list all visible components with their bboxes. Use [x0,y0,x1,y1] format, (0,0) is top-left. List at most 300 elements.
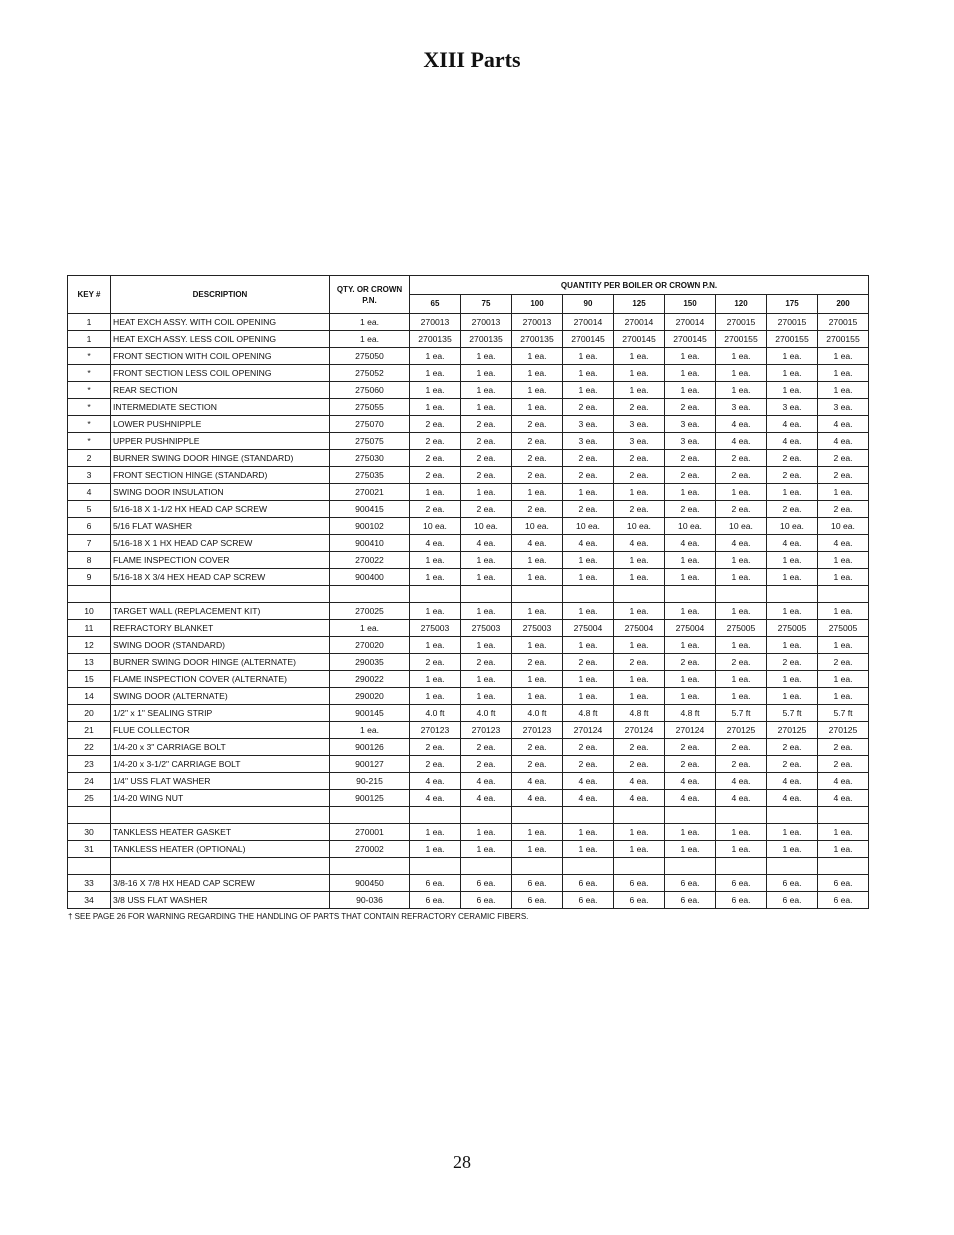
description-cell: INTERMEDIATE SECTION [111,399,330,416]
quantity-cell: 6 ea. [716,892,767,909]
quantity-cell: 2 ea. [767,654,818,671]
quantity-cell: 1 ea. [563,671,614,688]
key-cell: 1 [68,314,111,331]
quantity-cell: 2 ea. [512,433,563,450]
quantity-cell: 2 ea. [818,467,869,484]
key-cell [68,858,111,875]
table-row [68,331,869,348]
quantity-cell: 2700155 [716,331,767,348]
quantity-cell: 270013 [512,314,563,331]
quantity-cell: 2 ea. [818,450,869,467]
table-row [68,739,869,756]
quantity-cell: 1 ea. [614,637,665,654]
quantity-cell: 1 ea. [461,552,512,569]
table-row [68,433,869,450]
table-row [68,688,869,705]
quantity-cell: 2 ea. [614,739,665,756]
page-number: 28 [453,1152,471,1172]
quantity-cell: 4 ea. [767,535,818,552]
quantity-cell: 1 ea. [767,365,818,382]
qty-crown-cell: 270025 [330,603,410,620]
qty-crown-cell: 900126 [330,739,410,756]
quantity-cell: 1 ea. [767,688,818,705]
quantity-cell: 2700135 [461,331,512,348]
description-cell: BURNER SWING DOOR HINGE (ALTERNATE) [111,654,330,671]
quantity-cell: 3 ea. [818,399,869,416]
quantity-cell: 2 ea. [512,467,563,484]
quantity-cell: 3 ea. [665,433,716,450]
quantity-cell: 1 ea. [716,484,767,501]
quantity-cell: 1 ea. [614,484,665,501]
quantity-cell [410,807,461,824]
quantity-cell [410,586,461,603]
quantity-cell: 1 ea. [461,603,512,620]
quantity-cell: 4.0 ft [410,705,461,722]
key-header: KEY # [68,276,111,314]
quantity-cell: 1 ea. [410,841,461,858]
qty-crown-cell [330,807,410,824]
quantity-cell: 270124 [563,722,614,739]
quantity-cell: 2 ea. [512,416,563,433]
quantity-cell: 1 ea. [716,671,767,688]
quantity-cell: 2 ea. [665,739,716,756]
quantity-cell [767,586,818,603]
quantity-cell: 1 ea. [461,399,512,416]
quantity-cell: 1 ea. [512,671,563,688]
quantity-cell: 1 ea. [563,365,614,382]
qty-crown-cell: 1 ea. [330,620,410,637]
quantity-cell: 4 ea. [818,773,869,790]
quantity-cell: 4 ea. [512,535,563,552]
quantity-cell: 270015 [818,314,869,331]
quantity-cell: 270015 [767,314,818,331]
quantity-cell: 10 ea. [512,518,563,535]
quantity-cell: 1 ea. [512,382,563,399]
quantity-cell: 2 ea. [512,739,563,756]
quantity-cell: 4 ea. [818,433,869,450]
quantity-cell: 4 ea. [614,773,665,790]
qty-crown-cell: 90-036 [330,892,410,909]
quantity-cell: 2 ea. [461,433,512,450]
table-row [68,484,869,501]
quantity-cell: 275003 [410,620,461,637]
quantity-cell: 6 ea. [767,892,818,909]
quantity-cell: 2 ea. [563,654,614,671]
quantity-cell: 1 ea. [716,365,767,382]
table-row [68,467,869,484]
quantity-cell: 2 ea. [461,450,512,467]
quantity-cell [818,807,869,824]
model-header: 100 [512,295,563,314]
quantity-cell [665,807,716,824]
quantity-cell: 4 ea. [716,433,767,450]
table-row [68,620,869,637]
description-cell: SWING DOOR (STANDARD) [111,637,330,654]
quantity-cell [818,586,869,603]
qty-crown-cell: 275060 [330,382,410,399]
quantity-cell: 1 ea. [716,569,767,586]
quantity-cell: 275005 [716,620,767,637]
quantity-cell [563,586,614,603]
quantity-cell: 1 ea. [818,348,869,365]
quantity-cell: 1 ea. [410,637,461,654]
qty-crown-cell: 275075 [330,433,410,450]
quantity-cell: 2 ea. [767,467,818,484]
quantity-cell: 1 ea. [767,382,818,399]
quantity-cell: 2 ea. [410,756,461,773]
model-header: 125 [614,295,665,314]
quantity-cell [563,807,614,824]
quantity-cell: 2 ea. [818,739,869,756]
quantity-cell: 2 ea. [461,654,512,671]
quantity-cell: 2 ea. [818,756,869,773]
quantity-cell: 1 ea. [512,484,563,501]
key-cell: 21 [68,722,111,739]
quantity-cell: 1 ea. [614,348,665,365]
key-cell: * [68,416,111,433]
quantity-cell [716,858,767,875]
qty-crown-cell: 900450 [330,875,410,892]
quantity-cell: 2 ea. [665,467,716,484]
quantity-cell: 4 ea. [767,416,818,433]
quantity-cell: 2700155 [767,331,818,348]
key-cell: 6 [68,518,111,535]
key-cell: 1 [68,331,111,348]
quantity-cell: 1 ea. [461,671,512,688]
key-cell: 10 [68,603,111,620]
quantity-cell: 2 ea. [461,739,512,756]
quantity-cell: 10 ea. [614,518,665,535]
qty-crown-cell: 275035 [330,467,410,484]
quantity-cell: 4.0 ft [512,705,563,722]
description-cell: LOWER PUSHNIPPLE [111,416,330,433]
quantity-cell: 1 ea. [410,365,461,382]
quantity-cell: 1 ea. [563,382,614,399]
quantity-cell: 4 ea. [563,773,614,790]
quantity-cell: 2 ea. [767,501,818,518]
quantity-cell: 10 ea. [410,518,461,535]
quantity-cell: 2 ea. [563,739,614,756]
key-cell: 31 [68,841,111,858]
quantity-cell: 3 ea. [716,399,767,416]
quantity-cell: 1 ea. [410,552,461,569]
quantity-cell: 3 ea. [563,433,614,450]
quantity-cell: 1 ea. [614,603,665,620]
quantity-cell: 2 ea. [818,654,869,671]
quantity-cell: 2 ea. [512,450,563,467]
quantity-cell: 1 ea. [563,348,614,365]
quantity-cell: 4 ea. [716,773,767,790]
description-cell: FRONT SECTION LESS COIL OPENING [111,365,330,382]
quantity-cell: 270123 [512,722,563,739]
quantity-cell: 10 ea. [716,518,767,535]
qty-crown-cell: 270021 [330,484,410,501]
quantity-cell: 1 ea. [716,382,767,399]
quantity-cell: 1 ea. [767,569,818,586]
quantity-cell: 6 ea. [461,875,512,892]
table-row [68,348,869,365]
description-cell: 1/2" x 1" SEALING STRIP [111,705,330,722]
quantity-cell: 6 ea. [461,892,512,909]
qty-crown-cell: 270022 [330,552,410,569]
description-cell: 1/4-20 WING NUT [111,790,330,807]
quantity-cell: 270124 [665,722,716,739]
qty-crown-cell [330,586,410,603]
description-cell [111,858,330,875]
quantity-cell: 1 ea. [512,841,563,858]
quantity-cell: 1 ea. [512,348,563,365]
quantity-cell: 3 ea. [614,433,665,450]
quantity-cell: 270125 [767,722,818,739]
description-cell: FLAME INSPECTION COVER [111,552,330,569]
description-cell: SWING DOOR INSULATION [111,484,330,501]
quantity-cell: 3 ea. [614,416,665,433]
quantity-cell: 4 ea. [512,773,563,790]
quantity-cell: 1 ea. [818,688,869,705]
quantity-cell: 1 ea. [716,348,767,365]
quantity-cell: 1 ea. [716,688,767,705]
quantity-cell [563,858,614,875]
quantity-cell: 4 ea. [410,773,461,790]
key-cell: 22 [68,739,111,756]
qty-crown-cell: 900415 [330,501,410,518]
quantity-cell: 1 ea. [410,824,461,841]
table-row [68,569,869,586]
quantity-cell: 4.0 ft [461,705,512,722]
model-header: 175 [767,295,818,314]
qty-crown-header-line2: P.N. [362,295,377,305]
quantity-cell: 5.7 ft [767,705,818,722]
quantity-cell: 1 ea. [410,688,461,705]
description-cell: TANKLESS HEATER (OPTIONAL) [111,841,330,858]
qty-crown-cell: 290035 [330,654,410,671]
quantity-cell: 1 ea. [563,824,614,841]
quantity-cell: 2 ea. [767,739,818,756]
quantity-cell: 1 ea. [410,569,461,586]
quantity-cell: 1 ea. [512,569,563,586]
key-cell: 12 [68,637,111,654]
quantity-cell [512,858,563,875]
quantity-cell [461,807,512,824]
quantity-cell: 1 ea. [818,569,869,586]
key-cell: 23 [68,756,111,773]
model-header: 75 [461,295,512,314]
quantity-cell: 1 ea. [665,671,716,688]
quantity-cell: 2 ea. [410,739,461,756]
quantity-cell: 1 ea. [512,688,563,705]
quantity-cell: 1 ea. [767,671,818,688]
quantity-cell: 1 ea. [563,637,614,654]
quantity-cell: 3 ea. [563,416,614,433]
key-cell: * [68,433,111,450]
quantity-cell: 1 ea. [461,365,512,382]
quantity-cell: 2700135 [410,331,461,348]
key-cell: 4 [68,484,111,501]
quantity-cell: 4 ea. [767,433,818,450]
quantity-cell: 2 ea. [410,654,461,671]
quantity-cell: 1 ea. [614,552,665,569]
quantity-cell: 1 ea. [716,824,767,841]
quantity-cell: 1 ea. [461,382,512,399]
quantity-cell: 4 ea. [818,535,869,552]
qty-crown-header-line1: QTY. OR CROWN [336,284,403,294]
table-row [68,858,869,875]
quantity-cell: 1 ea. [767,484,818,501]
description-cell: BURNER SWING DOOR HINGE (STANDARD) [111,450,330,467]
quantity-cell: 1 ea. [818,841,869,858]
quantity-cell: 4 ea. [563,535,614,552]
quantity-cell: 2 ea. [716,739,767,756]
quantity-cell: 2 ea. [614,756,665,773]
quantity-cell: 2 ea. [410,467,461,484]
quantity-cell: 6 ea. [614,892,665,909]
quantity-cell: 2 ea. [410,433,461,450]
description-cell: 1/4-20 x 3-1/2" CARRIAGE BOLT [111,756,330,773]
qty-crown-cell: 290020 [330,688,410,705]
table-row [68,552,869,569]
key-cell: 8 [68,552,111,569]
quantity-cell: 1 ea. [563,484,614,501]
quantity-cell: 1 ea. [461,484,512,501]
quantity-cell: 2 ea. [716,756,767,773]
quantity-cell: 275005 [818,620,869,637]
quantity-cell: 6 ea. [563,875,614,892]
key-cell: 9 [68,569,111,586]
quantity-cell: 2 ea. [716,654,767,671]
description-cell: HEAT EXCH ASSY. LESS COIL OPENING [111,331,330,348]
quantity-cell: 1 ea. [665,688,716,705]
quantity-cell: 4 ea. [563,790,614,807]
model-header: 65 [410,295,461,314]
qty-crown-cell: 1 ea. [330,722,410,739]
description-cell: 5/16 FLAT WASHER [111,518,330,535]
quantity-cell: 270123 [410,722,461,739]
key-cell: 30 [68,824,111,841]
qty-crown-cell: 290022 [330,671,410,688]
quantity-cell: 1 ea. [818,637,869,654]
quantity-cell: 1 ea. [410,603,461,620]
key-cell: 13 [68,654,111,671]
key-cell: * [68,382,111,399]
quantity-cell: 1 ea. [818,365,869,382]
quantity-cell: 6 ea. [665,875,716,892]
quantity-cell: 1 ea. [716,603,767,620]
quantity-cell: 275004 [665,620,716,637]
key-cell [68,586,111,603]
quantity-cell: 1 ea. [716,552,767,569]
quantity-cell: 4 ea. [461,535,512,552]
description-cell: 1/4" USS FLAT WASHER [111,773,330,790]
qty-crown-cell: 275055 [330,399,410,416]
quantity-cell: 4 ea. [767,773,818,790]
quantity-cell: 4 ea. [818,416,869,433]
quantity-cell: 2 ea. [614,467,665,484]
quantity-cell: 1 ea. [614,688,665,705]
quantity-cell: 5.7 ft [818,705,869,722]
quantity-cell: 2700145 [563,331,614,348]
quantity-cell: 2 ea. [767,756,818,773]
quantity-cell: 4 ea. [461,773,512,790]
quantity-cell: 1 ea. [410,671,461,688]
quantity-cell: 4 ea. [716,416,767,433]
description-cell: 3/8-16 X 7/8 HX HEAD CAP SCREW [111,875,330,892]
qty-crown-cell: 1 ea. [330,331,410,348]
table-row [68,399,869,416]
qty-crown-cell: 1 ea. [330,314,410,331]
quantity-cell: 1 ea. [818,552,869,569]
key-cell: 25 [68,790,111,807]
quantity-cell: 1 ea. [818,671,869,688]
table-row [68,637,869,654]
quantity-cell: 4 ea. [461,790,512,807]
quantity-cell: 1 ea. [614,382,665,399]
quantity-cell: 2700155 [818,331,869,348]
description-cell: TANKLESS HEATER GASKET [111,824,330,841]
quantity-cell: 1 ea. [665,824,716,841]
description-cell: 3/8 USS FLAT WASHER [111,892,330,909]
quantity-cell: 2700145 [614,331,665,348]
quantity-cell: 4 ea. [410,535,461,552]
quantity-cell: 270013 [410,314,461,331]
qty-crown-cell [330,858,410,875]
quantity-cell: 1 ea. [614,569,665,586]
qty-crown-header [330,276,410,314]
quantity-cell: 6 ea. [512,892,563,909]
table-row [68,586,869,603]
quantity-cell: 1 ea. [665,841,716,858]
quantity-cell: 2 ea. [614,399,665,416]
table-row [68,841,869,858]
quantity-cell: 2 ea. [461,467,512,484]
quantity-cell: 270014 [665,314,716,331]
quantity-cell: 1 ea. [614,841,665,858]
quantity-cell: 1 ea. [614,824,665,841]
quantity-cell [461,858,512,875]
quantity-cell: 6 ea. [410,892,461,909]
quantity-cell: 1 ea. [818,382,869,399]
description-cell: 5/16-18 X 1-1/2 HX HEAD CAP SCREW [111,501,330,518]
page-title: XIII Parts [423,47,521,72]
qty-crown-cell: 270002 [330,841,410,858]
quantity-cell: 2 ea. [665,399,716,416]
table-row [68,722,869,739]
quantity-cell: 4 ea. [767,790,818,807]
key-cell: * [68,365,111,382]
quantity-cell: 4.8 ft [563,705,614,722]
description-cell: FRONT SECTION HINGE (STANDARD) [111,467,330,484]
table-row [68,382,869,399]
quantity-cell: 2 ea. [665,501,716,518]
qty-crown-cell: 900127 [330,756,410,773]
quantity-cell: 1 ea. [818,603,869,620]
quantity-cell: 1 ea. [563,603,614,620]
quantity-cell: 10 ea. [563,518,614,535]
quantity-cell: 2700145 [665,331,716,348]
quantity-cell: 10 ea. [818,518,869,535]
qty-crown-cell: 270001 [330,824,410,841]
quantity-cell: 2 ea. [665,756,716,773]
quantity-cell: 1 ea. [410,382,461,399]
quantity-cell: 1 ea. [767,552,818,569]
key-cell: 24 [68,773,111,790]
quantity-cell: 1 ea. [665,348,716,365]
table-row [68,756,869,773]
qty-crown-cell: 275070 [330,416,410,433]
quantity-cell [665,858,716,875]
key-cell: 7 [68,535,111,552]
quantity-cell: 275005 [767,620,818,637]
quantity-cell: 6 ea. [665,892,716,909]
